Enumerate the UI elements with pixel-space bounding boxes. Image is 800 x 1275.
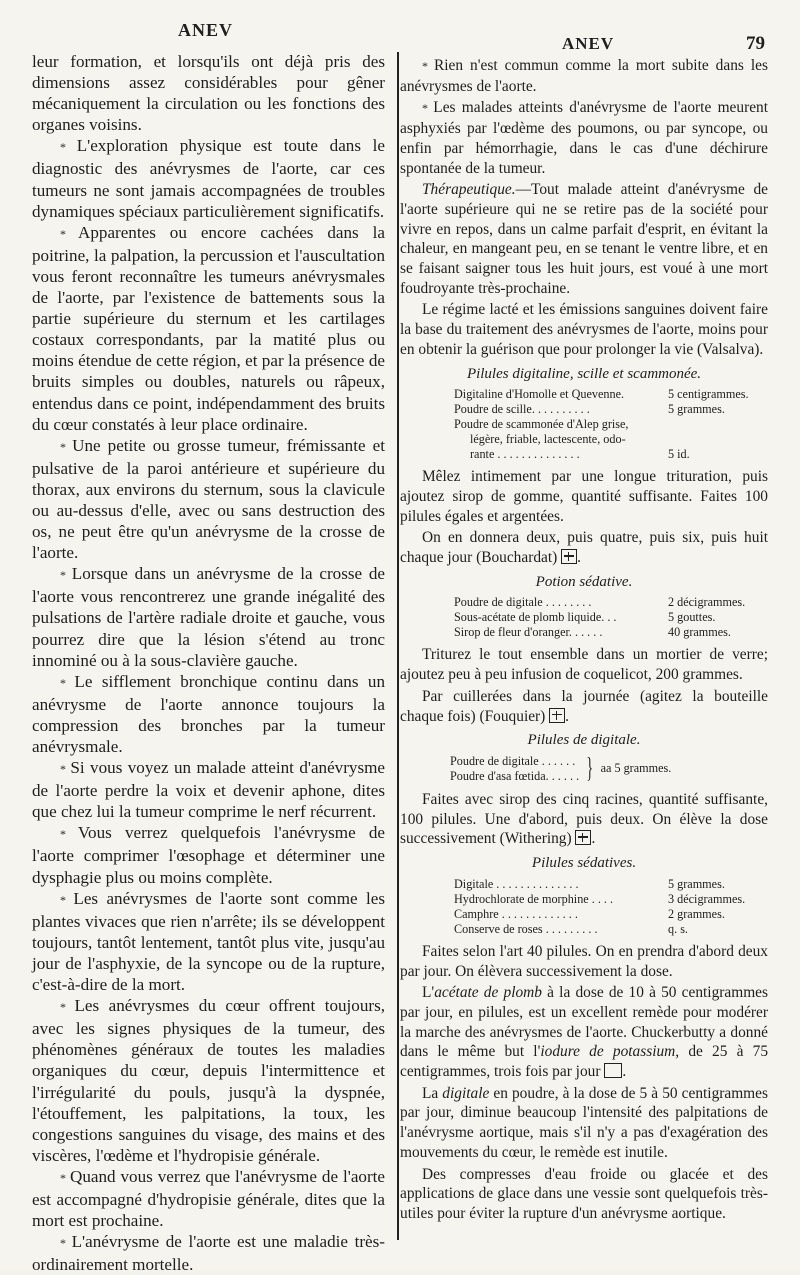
asterism: * <box>60 226 65 241</box>
recipe-row: rante . . . . . . . . . . . . . . 5 id. <box>470 447 690 462</box>
paragraph: * Les anévrysmes de l'aorte sont comme les plantes vivaces que rien n'arrête; ils se développent toujours, tantôt lentement, tantôt plus vite, jusqu'au jour de l'asphyxie, de la syncope ou de la rupture, c'est-à-dire de la mort. <box>32 888 385 995</box>
recipe-row: Conserve de roses . . . . . . . . . q. s. <box>454 921 688 936</box>
asterism: * <box>60 1236 65 1251</box>
paragraph: Par cuillerées dans la journée (agitez la bouteille chaque fois) (Fouquier) . <box>400 687 768 725</box>
paragraph: * Le sifflement bronchique continu dans un anévrysme de l'aorte annonce toujours la compression des bronches par la tumeur anévrysmale. <box>32 671 385 756</box>
recipe-row: légère, friable, lactescente, odo- <box>470 432 626 447</box>
column-divider <box>397 52 399 1240</box>
asterism: * <box>60 439 65 454</box>
asterism: * <box>60 827 65 842</box>
paragraph: L'acétate de plomb à la dose de 10 à 50 centigrammes par jour, en pilules, est un excellent remède pour modérer la marche des anévrysmes de l'aorte. Chuckerbutty a donné dans le même but l'iodure de potassium, de 25 à 75 centigrammes, trois fois par jour . <box>400 984 769 1081</box>
recipe-row: Digitale . . . . . . . . . . . . . . 5 grammes. <box>454 876 725 891</box>
paragraph: On en donnera deux, puis quatre, puis six, puis huit chaque jour (Bouchardat) . <box>400 529 768 567</box>
running-head-left: ANEV <box>178 20 234 40</box>
paragraph: La digitale en poudre, à la dose de 5 à 50 centigrammes par jour, diminue beaucoup l'intensité des palpitations de l'anévrysme aortique, mais s'il n'y a pas d'exagération des mouvements du cœur, le remède est inutile. <box>400 1084 768 1161</box>
recipe-row: Sirop de fleur d'oranger. . . . . . 40 grammes. <box>454 625 731 640</box>
cross-box-icon <box>549 708 565 723</box>
recipe-row: Camphre . . . . . . . . . . . . . 2 grammes. <box>454 906 725 921</box>
paragraph: * Rien n'est commun comme la mort subite dans les anévrysmes de l'aorte. <box>400 57 768 95</box>
asterism: * <box>60 892 65 907</box>
recipe-row: Poudre de digitale . . . . . . <box>450 753 576 768</box>
left-column <box>32 51 385 1275</box>
recipe-shared-dose: aa 5 grammes. <box>600 761 672 776</box>
recipe-table <box>400 595 768 640</box>
cross-box-icon <box>575 830 591 845</box>
recipe-table <box>400 387 768 462</box>
running-head-right: ANEV <box>562 34 615 53</box>
right-column <box>400 56 768 1224</box>
paragraph: * Les malades atteints d'anévrysme de l'aorte meurent asphyxiés par l'œdème des poumons, ou par syncope, ou enfin par hémorrhagie, dans le cas d'une déchirure spontanée de la tumeur. <box>400 99 768 177</box>
asterism: * <box>60 1000 65 1015</box>
recipe-title: Pilules digitaline, scille et scammonée. <box>466 365 702 382</box>
paragraph: * Si vous voyez un malade atteint d'anévrysme de l'aorte perdre la voix et devenir aphone, dites que chez lui la tumeur comprime le nerf récurrent. <box>32 758 385 822</box>
recipe-title: Pilules de digitale. <box>527 732 641 749</box>
recipe-row: Poudre d'asa fœtida. . . . . . <box>450 768 580 783</box>
paragraph: Mêlez intimement par une longue trituration, puis ajoutez sirop de gomme, quantité suffisante. Faites 100 pilules égales et argentées. <box>400 468 768 525</box>
asterism: * <box>60 1170 65 1185</box>
paragraph: leur formation, et lorsqu'ils ont déjà pris des dimensions assez considérables pour gêner mécaniquement la circulation ou les fonctions des organes voisins. <box>32 52 385 135</box>
therapeutique-paragraph: Thérapeutique.—Tout malade atteint d'anévrysme de l'aorte supérieure qui ne se retire pas de la société pour vivre en repos, dans un calme parfait d'esprit, en évitant la chaleur, en mangeant peu, en se tenant le ventre libre, et en se faisant saigner tous les huit jours, est voué à une mort foudroyante très-prochaine. <box>400 181 768 297</box>
asterism: * <box>60 140 65 155</box>
paragraph: Le régime lacté et les émissions sanguines doivent faire la base du traitement des anévrysmes de l'aorte, moins pour en obtenir la guérison que pour prolonger la vie (Valsalva). <box>400 301 768 358</box>
cross-box-icon <box>561 549 577 564</box>
paragraph: Triturez le tout ensemble dans un mortier de verre; ajoutez peu à peu infusion de coquelicot, 200 grammes. <box>400 646 768 684</box>
section-label: Thérapeutique. <box>422 181 516 199</box>
recipe-row: Poudre de scammonée d'Alep grise, <box>454 417 629 432</box>
paragraph: * Apparentes ou encore cachées dans la poitrine, la palpation, la percussion et l'auscultation vous feront reconnaître les tumeurs anévrysmales de l'aorte, par l'existence de battements sous la partie supérieure du sternum et les cartilages costaux correspondants, par la matité plus ou moins étendue de cette région, et par la présence de bruits simples ou doubles, naturels ou râpeux, entendus dans ce point, indépendamment des bruits du cœur constatés à leur place ordinaire. <box>32 222 385 434</box>
paragraph: * Vous verrez quelquefois l'anévrysme de l'aorte comprimer l'œsophage et déterminer une dysphagie plus ou moins complète. <box>32 823 385 887</box>
paragraph: * L'anévrysme de l'aorte est une maladie très-ordinairement mortelle. <box>32 1232 385 1275</box>
recipe-title: Pilules sédatives. <box>531 855 637 872</box>
page-number: 79 <box>746 33 765 54</box>
paragraph: * L'exploration physique est toute dans le diagnostic des anévrysmes de l'aorte, car ces tumeurs ne sont jamais accompagnées de troubles dynamiques spéciaux particulièrement significatifs. <box>32 136 386 221</box>
asterism: * <box>60 568 65 583</box>
paragraph: * Quand vous verrez que l'anévrysme de l'aorte est accompagné d'hydropisie générale, dites que la mort est prochaine. <box>32 1166 385 1231</box>
recipe-row: Poudre de digitale . . . . . . . . 2 décigrammes. <box>454 595 746 610</box>
recipe-title: Potion sédative. <box>535 573 633 590</box>
recipe-table <box>400 877 768 937</box>
recipe-row: Poudre de scille. . . . . . . . . . 5 grammes. <box>454 402 725 417</box>
asterism: * <box>422 101 427 116</box>
asterism: * <box>422 59 427 73</box>
paragraph: Des compresses d'eau froide ou glacée et des applications de glace dans une vessie sont quelquefois très-utiles pour éviter la rupture d'un anévrysme aortique. <box>400 1165 768 1222</box>
recipe-row: Sous-acétate de plomb liquide. . . 5 gouttes. <box>454 610 716 625</box>
paragraph: Faites selon l'art 40 pilules. On en prendra d'abord deux par jour. On élèvera successivement la dose. <box>400 942 768 980</box>
paragraph: * Les anévrysmes du cœur offrent toujours, avec les signes physiques de la tumeur, des phénomènes généraux de toutes les maladies organiques du cœur, depuis l'intermittence et l'irrégularité du pouls, jusqu'à la dyspnée, l'étouffement, les palpitations, la toux, les congestions sanguines du visage, des mains et des viscères, l'œdème et l'hydropisie générale. <box>32 996 385 1165</box>
recipe-row: Digitaline d'Homolle et Quevenne. 5 centigrammes. <box>454 387 749 402</box>
paragraph: * Une petite ou grosse tumeur, frémissante et pulsative de la paroi antérieure et supérieure du thorax, aux environs du sternum, sous la clavicule ou au-dessus d'elle, avec ou sans destruction des os, ne peut être qu'un anévrysme de la crosse de l'aorte. <box>32 435 385 563</box>
asterism: * <box>60 675 65 690</box>
recipe-row: Hydrochlorate de morphine . . . . 3 décigrammes. <box>454 891 746 906</box>
paragraph: * Lorsque dans un anévrysme de la crosse de l'aorte vous rencontrerez une grande inégalité des pulsations de l'artère radiale droite et gauche, vous pourrez dire que la lésion s'étend au tronc innominé ou à la sous-clavière gauche. <box>32 564 385 670</box>
recipe-brace-group <box>400 754 768 784</box>
brace-glyph: } <box>586 752 594 784</box>
paragraph: Faites avec sirop des cinq racines, quantité suffisante, 100 pilules. Une d'abord, puis deux. On élève la dose successivement (Withering) . <box>400 790 768 848</box>
empty-box-icon <box>604 1063 622 1078</box>
asterism: * <box>60 762 65 777</box>
